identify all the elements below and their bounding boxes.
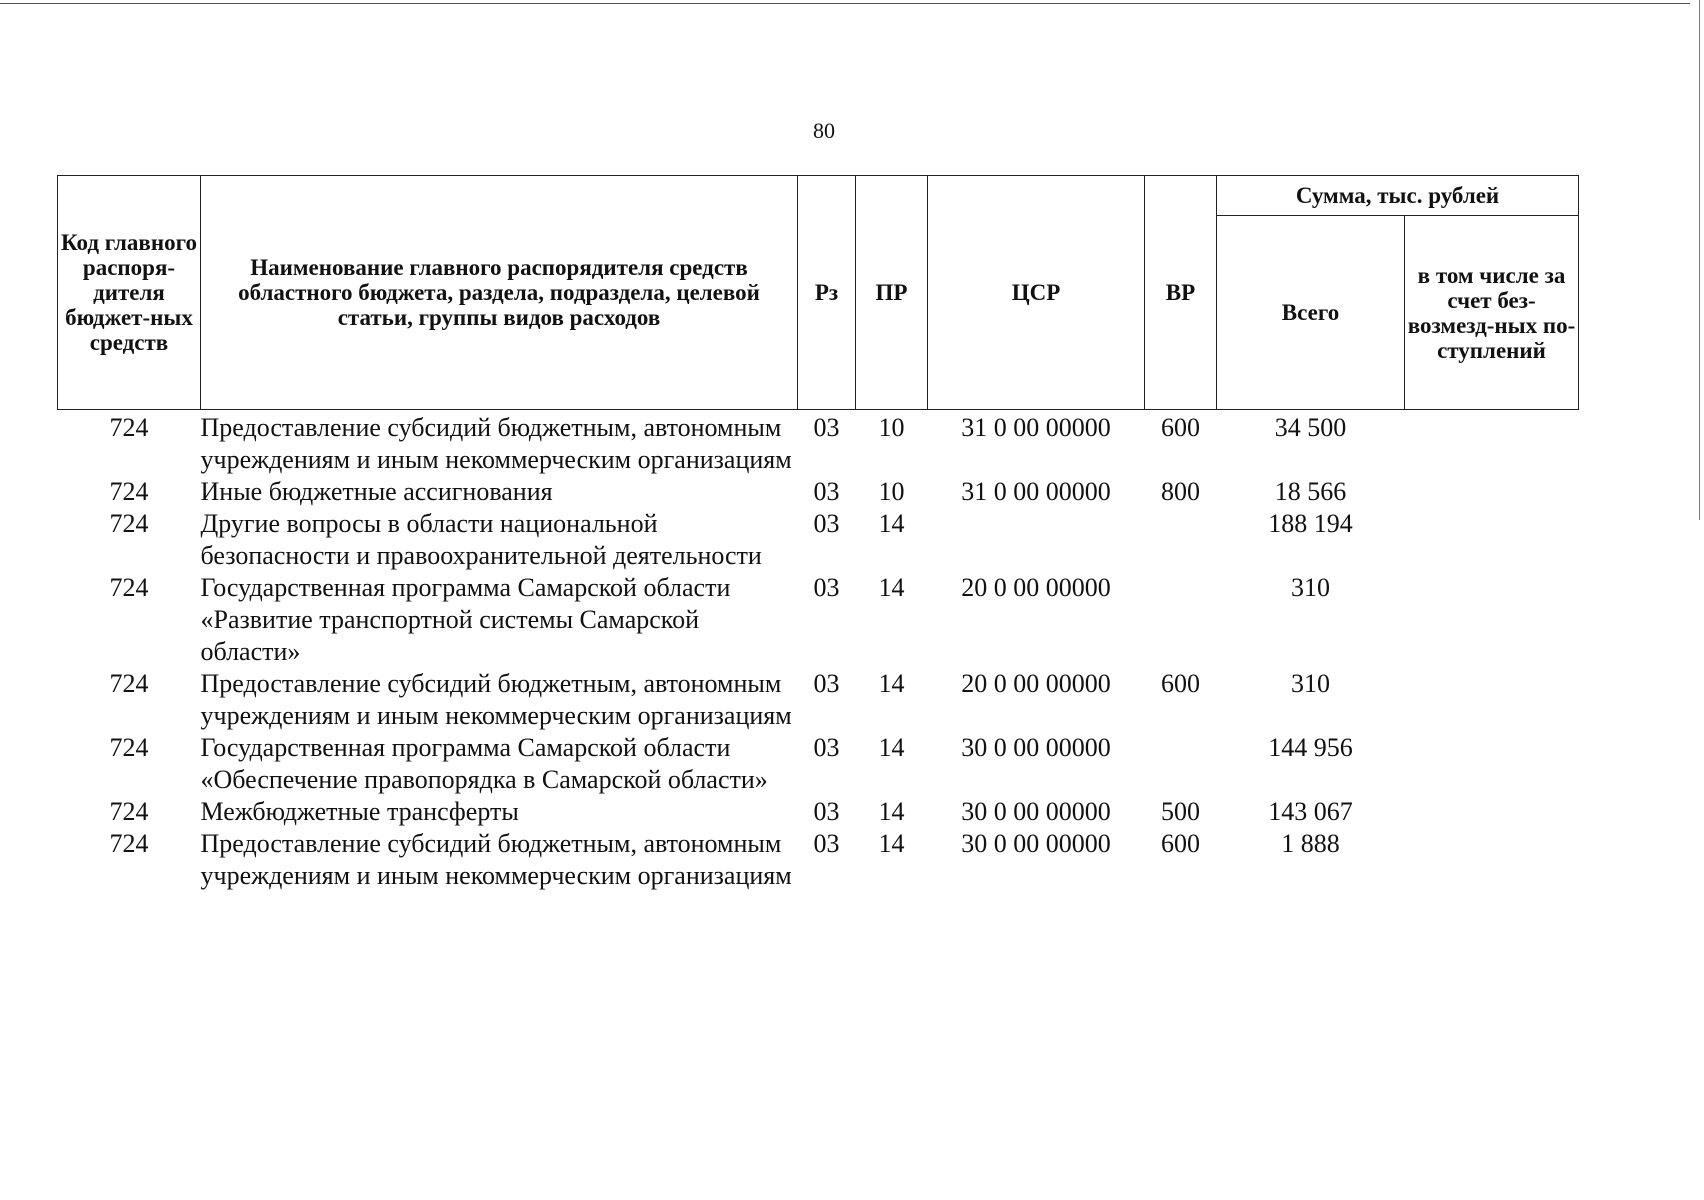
cell-vr: 600: [1161, 669, 1200, 698]
cell-rz: 03: [813, 669, 840, 698]
cell-pr: 10: [878, 477, 905, 506]
cell-csr: 20 0 00 00000: [961, 669, 1111, 698]
table-row: [58, 508, 1579, 572]
cell-donations: [1405, 668, 1579, 732]
cell-code: 724: [109, 413, 149, 442]
cell-csr: 30 0 00 00000: [961, 829, 1111, 858]
cell-total: 18 566: [1274, 477, 1347, 506]
cell-vr: [1145, 572, 1217, 668]
budget-table: [57, 175, 1579, 892]
table-row: [58, 828, 1579, 892]
cell-vr: 600: [1161, 413, 1200, 442]
cell-donations: [1405, 572, 1579, 668]
cell-code: 724: [109, 733, 149, 762]
table-row: [58, 668, 1579, 732]
cell-rz: 03: [813, 413, 840, 442]
cell-total: 310: [1291, 573, 1330, 602]
cell-code: 724: [109, 669, 149, 698]
cell-total: 1 888: [1281, 829, 1340, 858]
table-row: [58, 476, 1579, 508]
page-number: 80: [813, 118, 835, 143]
cell-csr: 31 0 00 00000: [961, 477, 1111, 506]
header-code: Код главного распоря-дителя бюджет-ных средств: [58, 176, 201, 410]
cell-name: Межбюджетные трансферты: [200, 797, 519, 826]
cell-total: 144 956: [1268, 733, 1353, 762]
cell-donations: [1405, 476, 1579, 508]
cell-csr: 30 0 00 00000: [961, 797, 1111, 826]
cell-name: Предоставление субсидий бюджетным, автономным учреждениям и иным некоммерческим организациям: [200, 829, 792, 890]
table-body: [58, 410, 1579, 893]
cell-pr: 14: [878, 509, 905, 538]
cell-vr: [1145, 508, 1217, 572]
header-total: Всего: [1217, 216, 1405, 410]
cell-code: 724: [109, 829, 149, 858]
table-header: [58, 176, 1579, 410]
cell-donations: [1405, 796, 1579, 828]
table-row: [58, 796, 1579, 828]
cell-rz: 03: [813, 573, 840, 602]
cell-csr: 31 0 00 00000: [961, 413, 1111, 442]
scan-edge-top: [0, 3, 1690, 4]
cell-pr: 14: [878, 733, 905, 762]
header-vr: ВР: [1145, 176, 1217, 410]
cell-pr: 14: [878, 829, 905, 858]
cell-total: 188 194: [1268, 509, 1353, 538]
scan-edge-right: [1699, 0, 1700, 520]
cell-rz: 03: [813, 829, 840, 858]
cell-vr: 500: [1161, 797, 1200, 826]
header-pr: ПР: [856, 176, 928, 410]
cell-code: 724: [109, 477, 149, 506]
cell-name: Иные бюджетные ассигнования: [200, 477, 553, 506]
cell-vr: [1145, 732, 1217, 796]
cell-vr: 600: [1161, 829, 1200, 858]
cell-pr: 14: [878, 573, 905, 602]
header-sum-group: Сумма, тыс. рублей: [1217, 176, 1579, 216]
cell-rz: 03: [813, 733, 840, 762]
table-row: [58, 410, 1579, 477]
cell-code: 724: [109, 573, 149, 602]
header-rz: Рз: [798, 176, 856, 410]
cell-csr: [928, 508, 1145, 572]
cell-total: 34 500: [1274, 413, 1347, 442]
cell-name: Предоставление субсидий бюджетным, автономным учреждениям и иным некоммерческим организациям: [200, 413, 792, 474]
cell-name: Государственная программа Самарской области «Развитие транспортной системы Самарской области»: [200, 573, 731, 666]
cell-name: Предоставление субсидий бюджетным, автономным учреждениям и иным некоммерческим организациям: [200, 669, 792, 730]
table-row: [58, 732, 1579, 796]
cell-pr: 14: [878, 797, 905, 826]
cell-donations: [1405, 508, 1579, 572]
cell-donations: [1405, 410, 1579, 477]
cell-code: 724: [109, 509, 149, 538]
cell-total: 143 067: [1268, 797, 1353, 826]
cell-rz: 03: [813, 797, 840, 826]
cell-donations: [1405, 732, 1579, 796]
cell-pr: 10: [878, 413, 905, 442]
cell-code: 724: [109, 797, 149, 826]
cell-csr: 30 0 00 00000: [961, 733, 1111, 762]
cell-vr: 800: [1161, 477, 1200, 506]
cell-rz: 03: [813, 477, 840, 506]
table-row: [58, 572, 1579, 668]
cell-pr: 14: [878, 669, 905, 698]
cell-name: Государственная программа Самарской области «Обеспечение правопорядка в Самарской области»: [200, 733, 768, 794]
cell-rz: 03: [813, 509, 840, 538]
header-name: Наименование главного распорядителя средств областного бюджета, раздела, подраздела, целевой статьи, группы видов расходов: [201, 176, 798, 410]
header-donations: в том числе за счет без-возмезд-ных по-ступлений: [1405, 216, 1579, 410]
cell-donations: [1405, 828, 1579, 892]
header-csr: ЦСР: [928, 176, 1145, 410]
cell-csr: 20 0 00 00000: [961, 573, 1111, 602]
cell-name: Другие вопросы в области национальной безопасности и правоохранительной деятельности: [200, 509, 762, 570]
cell-total: 310: [1291, 669, 1330, 698]
